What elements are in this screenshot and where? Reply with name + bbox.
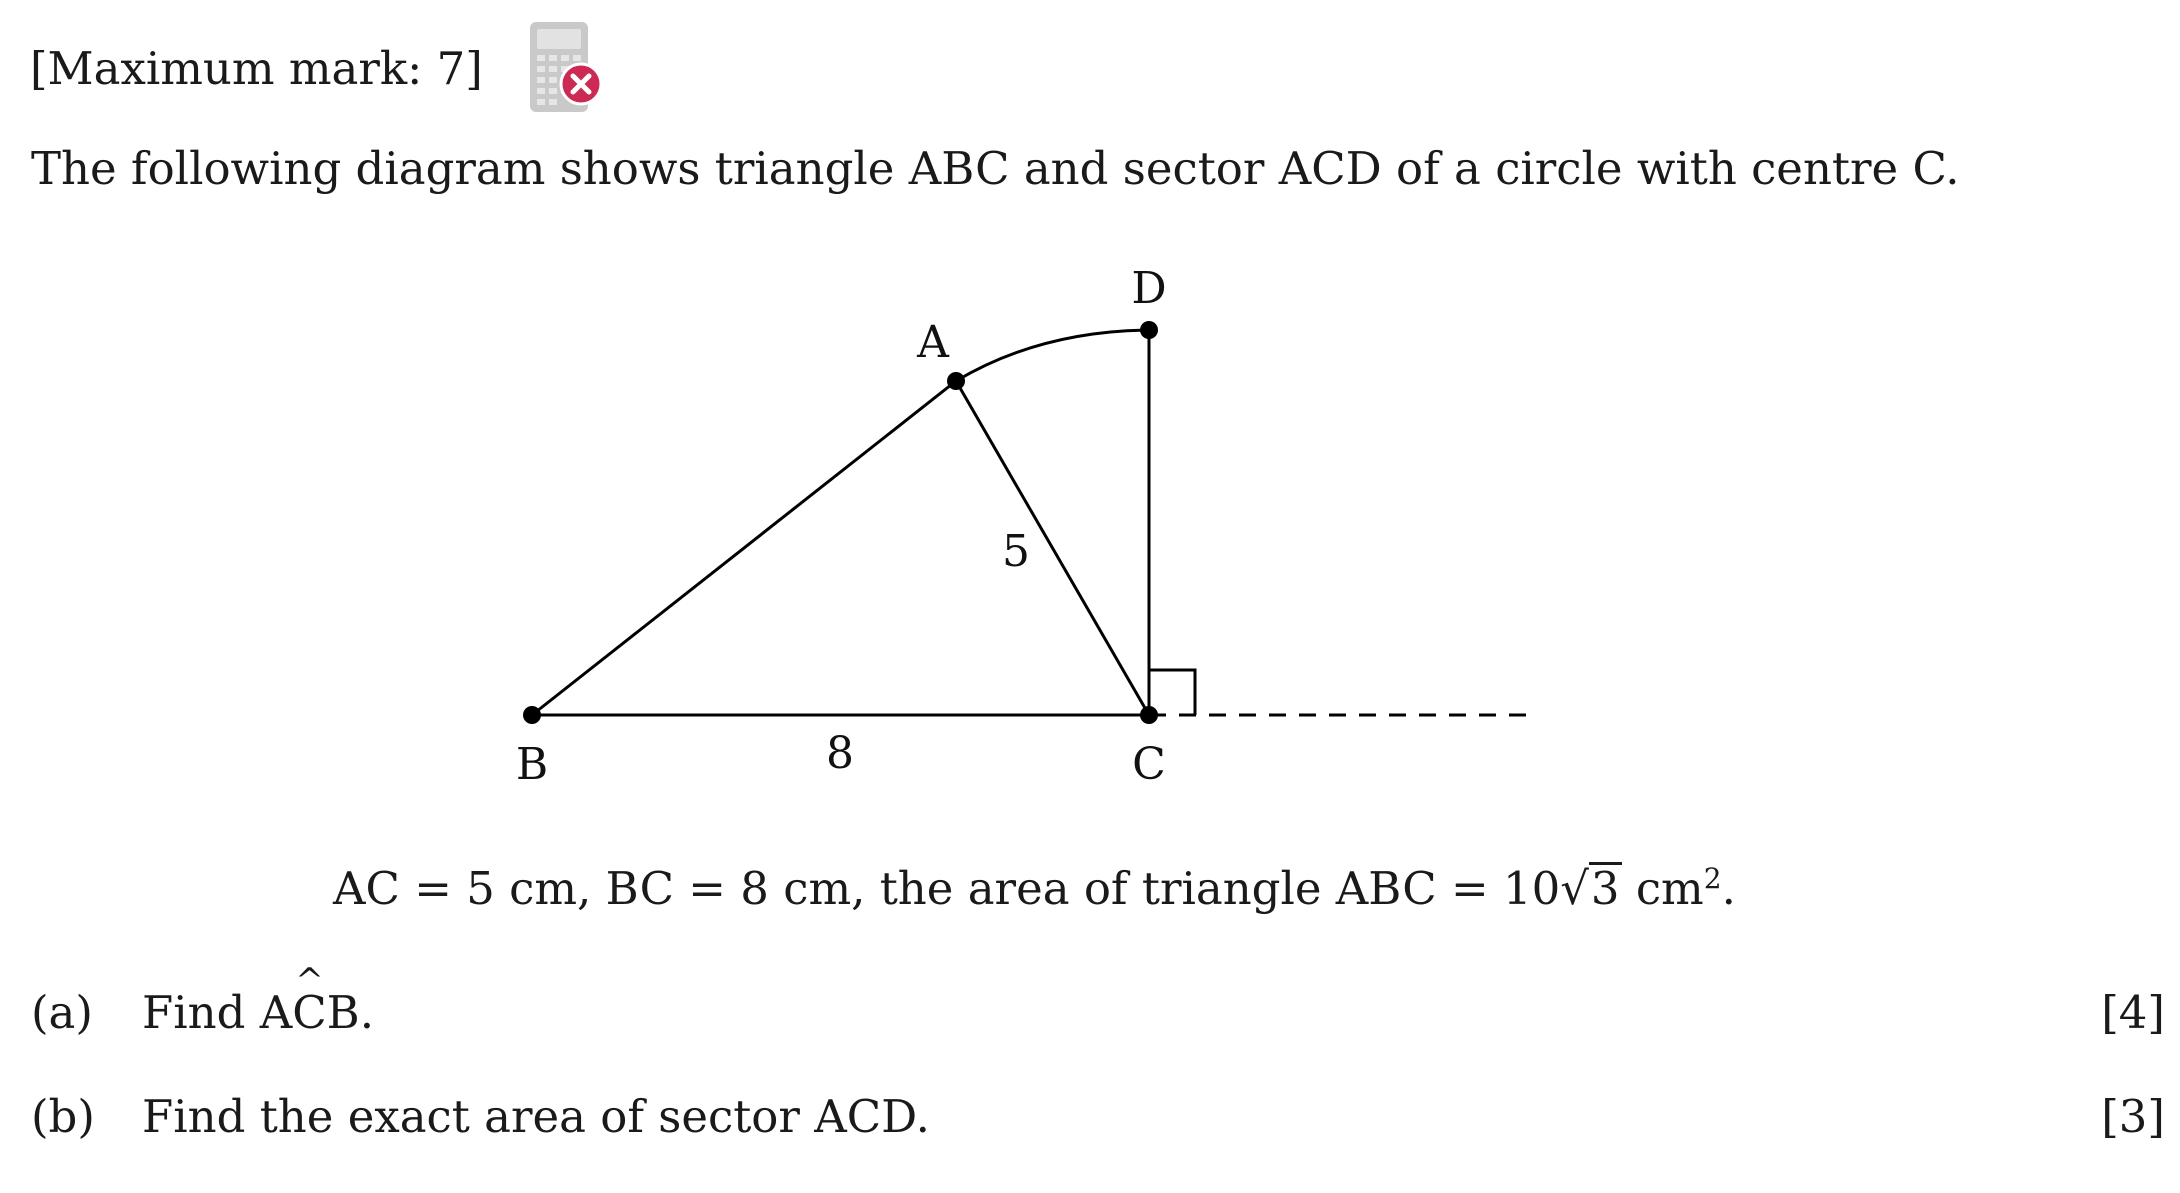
part-b-marks: [3] [2101, 1090, 2165, 1143]
side-ab [532, 381, 956, 715]
sqrt-argument: 3 [1590, 862, 1620, 915]
arc-ad [956, 330, 1149, 381]
label-c: C [1132, 739, 1166, 790]
label-a: A [917, 317, 949, 368]
given-exponent: 2 [1703, 862, 1722, 895]
sqrt-symbol: √ [1560, 862, 1589, 915]
part-a-text-before: Find A [142, 986, 293, 1039]
right-angle-mark [1149, 670, 1195, 715]
part-a-text-after: B. [326, 986, 375, 1039]
side-ac [956, 381, 1149, 715]
part-a-text [142, 986, 375, 1039]
label-d: D [1131, 263, 1167, 314]
given-prefix: AC = 5 cm, BC = 8 cm, the area of triangle ABC = 10 [333, 862, 1561, 915]
maximum-mark: [Maximum mark: 7] [30, 42, 483, 95]
part-b-text: Find the exact area of sector ACD. [142, 1090, 930, 1143]
side-bc-length: 8 [826, 728, 854, 779]
point-d [1140, 321, 1158, 339]
given-statement [333, 862, 1736, 915]
intro-text: The following diagram shows triangle ABC and sector ACD of a circle with centre C. [31, 142, 1960, 195]
given-suffix: . [1721, 862, 1736, 915]
point-c [1140, 706, 1158, 724]
part-b-label: (b) [31, 1090, 95, 1143]
given-unit: cm [1621, 862, 1704, 915]
label-b: B [515, 739, 549, 790]
side-ac-length: 5 [1002, 526, 1030, 577]
part-a-label: (a) [31, 986, 93, 1039]
point-a [947, 372, 965, 390]
part-a-marks: [4] [2101, 986, 2165, 1039]
point-b [523, 706, 541, 724]
part-a-hat-letter: ^ C [292, 990, 326, 1035]
